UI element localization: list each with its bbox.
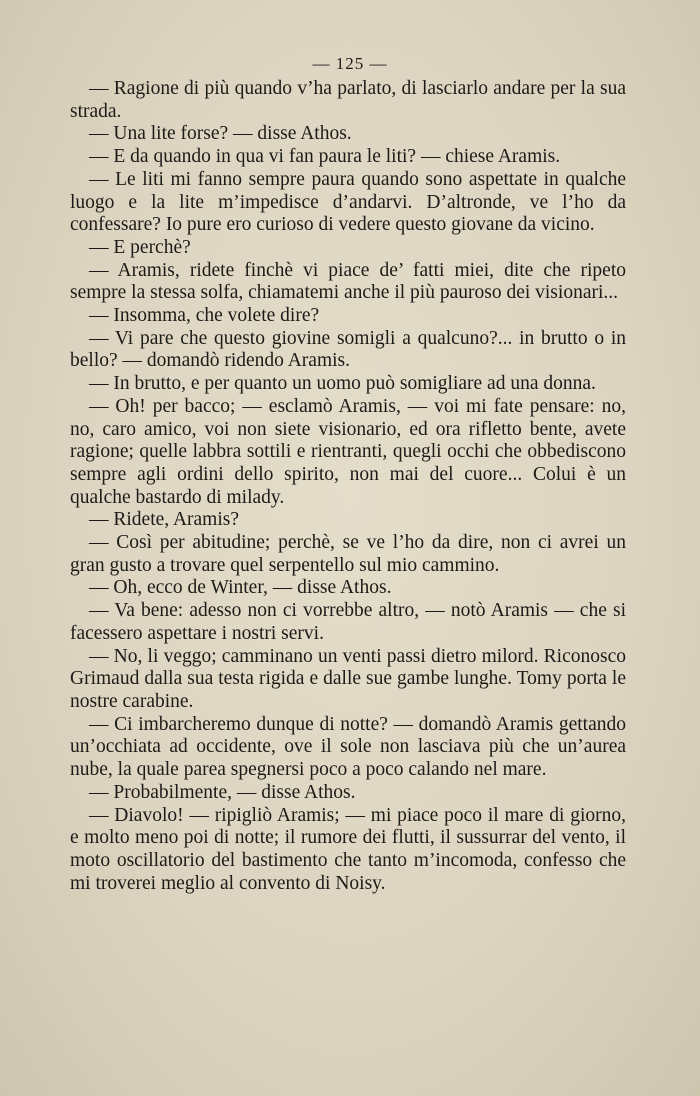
paragraph: — Probabilmente, — disse Athos. [89,781,356,803]
paragraph: — Ci imbarcheremo dunque di notte? — domandò Aramis gettando un’occhiata ad occidente, ove il sole non lasciava più che un’aurea nube, la quale parea spegnersi poco a poco calando nel mare. [70,713,626,781]
paragraph: — Va bene: adesso non ci vorrebbe altro, — notò Aramis — che si facessero aspettare i nostri servi. [70,600,626,644]
paragraph: — E perchè? [89,236,191,258]
paragraph: — Le liti mi fanno sempre paura quando sono aspettate in qualche luogo e la lite m’impedisce d’andarvi. D’altronde, ve l’ho da confessare? Io pure ero curioso di vedere questo giovane da vicino. [70,168,626,236]
paragraph: — Aramis, ridete finchè vi piace de’ fatti miei, dite che ripeto sempre la stessa solfa, chiamatemi anche il più pauroso dei visionari... [70,259,626,304]
paragraph: — Oh, ecco de Winter, — disse Athos. [89,577,392,599]
paragraph: — Vi pare che questo giovine somigli a qualcuno?... in brutto o in bello? — domandò ridendo Aramis. [70,327,626,372]
paragraph: — Insomma, che volete dire? [89,305,320,327]
paragraph: — Diavolo! — ripigliò Aramis; — mi piace poco il mare di giorno, e molto meno poi di notte; il rumore dei flutti, il sussurrar del vento, il moto oscillatorio del bastimento che tanto m’incomoda, confesso che mi troverei meglio al convento di Noisy. [70,804,626,894]
paragraph: — Ragione di più quando v’ha parlato, di lasciarlo andare per la sua strada. [70,78,626,122]
paragraph: — E da quando in qua vi fan paura le liti? — chiese Aramis. [89,146,561,168]
paragraph: — Oh! per bacco; — esclamò Aramis, — voi mi fate pensare: no, no, caro amico, voi non siete visionario, ed ora rifletto bente, avete ragione; quelle labbra sottili e rientranti, quegli occhi che obbediscono sempre agli ordini dello spirito, non mai del cuore... Colui è un qualche bastardo di milady. [70,395,626,508]
paragraph: — Così per abitudine; perchè, se ve l’ho da dire, non ci avrei un gran gusto a trovare quel serpentello sul mio cammino. [70,532,626,576]
paragraph: — No, li veggo; camminano un venti passi dietro milord. Riconosco Grimaud dalla sua testa rigida e dalle sue gambe lunghe. Tomy porta le nostre carabine. [70,645,626,712]
paragraph: — In brutto, e per quanto un uomo può somigliare ad una donna. [89,373,596,395]
page-text [70,78,626,895]
page-number: — 125 — [312,54,388,73]
paragraph: — Una lite forse? — disse Athos. [89,123,352,145]
paragraph: — Ridete, Aramis? [89,509,240,531]
